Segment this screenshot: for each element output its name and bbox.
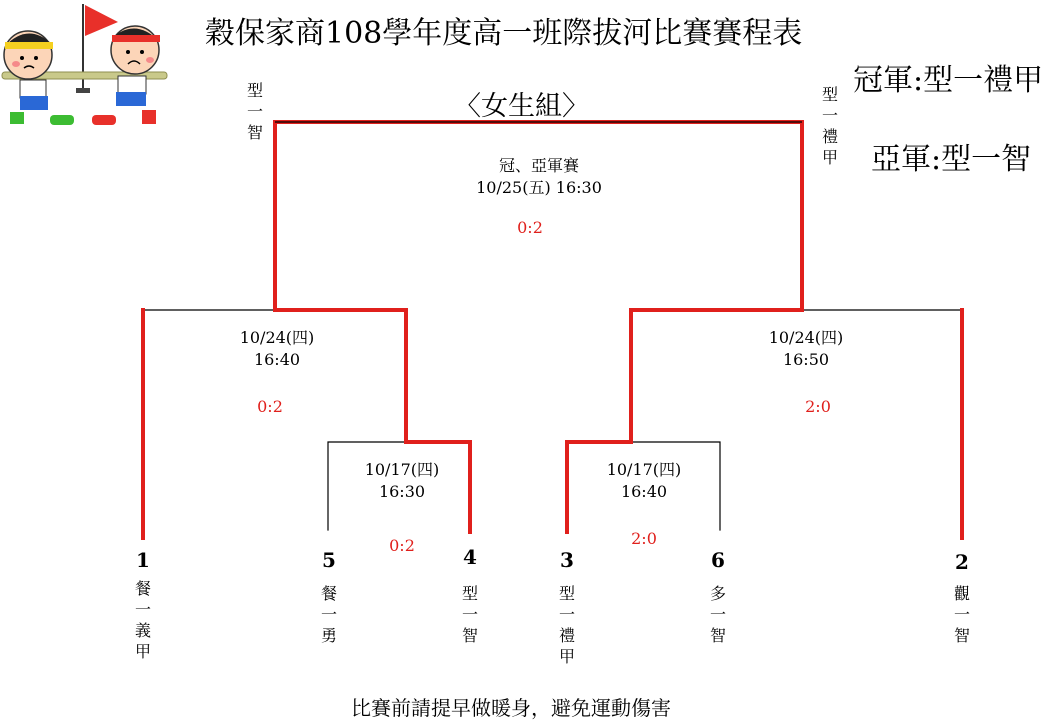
semi-left-score: 0:2	[257, 397, 283, 416]
semi-right-score: 2:0	[805, 397, 831, 416]
qf-right-time: 10/17(四) 16:40	[606, 460, 682, 501]
group-label: 〈女生組〉	[454, 91, 589, 122]
page-title: 穀保家商108學年度高一班際拔河比賽賽程表	[205, 16, 803, 51]
team-name: 觀 一 智	[953, 584, 970, 645]
team-seed: 5	[322, 548, 336, 572]
finalist-left: 型 一 智	[246, 81, 263, 142]
team-seed: 1	[136, 548, 150, 572]
runner-up-label: 亞軍:型一智	[871, 142, 1032, 177]
final-name: 冠、亞軍賽	[498, 156, 579, 175]
qf-left-time: 10/17(四) 16:30	[364, 460, 440, 501]
semi-right-date: 10/24(四)	[768, 328, 844, 347]
team-name: 型 一 智	[461, 584, 478, 645]
finalist-right: 型 一 禮 甲	[821, 85, 838, 167]
team-name: 型 一 禮 甲	[558, 584, 575, 666]
team-seed: 6	[711, 548, 725, 572]
team-seed: 2	[955, 550, 969, 574]
semi-right-time: 16:50	[782, 350, 830, 369]
team-name: 餐 一 勇	[320, 584, 337, 645]
semi-left-time: 16:40	[253, 350, 301, 369]
final-time: 10/25(五) 16:30	[476, 178, 602, 197]
qf-right-score: 2:0	[631, 529, 657, 548]
footer-note: 比賽前請提早做暖身，避免運動傷害	[351, 696, 671, 720]
team-name: 餐 一 義 甲	[134, 579, 151, 661]
team-seed: 3	[560, 548, 574, 572]
qf-left-score: 0:2	[389, 536, 415, 555]
team-seed: 4	[463, 545, 477, 569]
final-score: 0:2	[517, 218, 543, 237]
team-name: 多 一 智	[709, 584, 726, 645]
semi-left-date: 10/24(四)	[239, 328, 315, 347]
champion-label: 冠軍:型一禮甲	[853, 63, 1044, 98]
